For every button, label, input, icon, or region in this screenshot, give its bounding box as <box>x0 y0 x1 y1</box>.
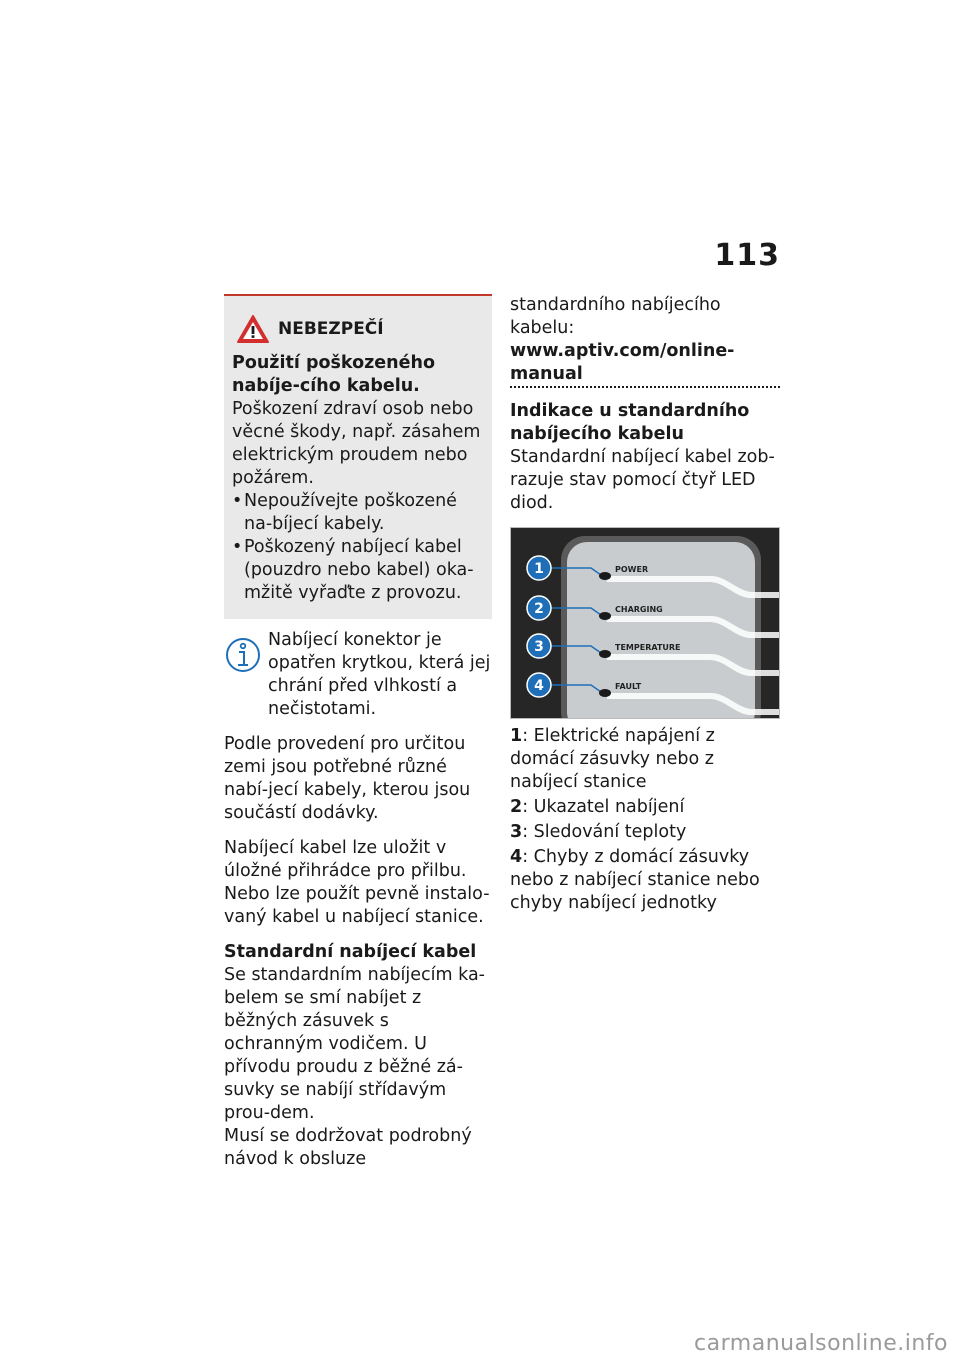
led-panel-figure <box>510 527 780 719</box>
led-panel-illustration <box>511 528 779 718</box>
legend-item <box>510 846 780 915</box>
callout-number: 1 <box>534 561 544 577</box>
led-label: POWER <box>615 565 649 574</box>
danger-box <box>224 294 492 619</box>
led-label: TEMPERATURE <box>615 643 681 652</box>
callout-number: 4 <box>534 678 544 694</box>
led-fault <box>599 689 611 697</box>
danger-bullet-text: Poškozený nabíjecí kabel (pouzdro nebo kabel) oka-mžitě vyřaďte z provozu. <box>244 537 474 603</box>
danger-header <box>236 314 484 344</box>
danger-title: NEBEZPEČÍ <box>278 318 384 339</box>
watermark: carmanualsonline.info <box>694 1331 948 1356</box>
led-label: FAULT <box>615 682 642 691</box>
right-column <box>510 294 780 915</box>
legend <box>510 725 780 915</box>
legend-item <box>510 821 780 844</box>
paragraph-cables: Podle provedení pro určitou zemi jsou potřebné různé nabí-jecí kabely, kterou jsou součástí dodávky. <box>224 734 471 823</box>
manual-link[interactable]: www.aptiv.com/online-manual <box>510 340 780 388</box>
paragraph-storage: Nabíjecí kabel lze uložit v úložné přihrádce pro přilbu. Nebo lze použít pevně instalo-vaný kabel u nabíjecí stanice. <box>224 838 490 927</box>
danger-bullet-text: Nepoužívejte poškozené na-bíjecí kabely. <box>244 491 457 534</box>
led-label: CHARGING <box>615 605 663 614</box>
legend-number: 4 <box>510 847 523 867</box>
danger-text: Poškození zdraví osob nebo věcné škody, např. zásahem elektrickým proudem nebo požárem. <box>232 399 481 488</box>
left-column <box>224 294 492 1171</box>
bullet-dot: • <box>232 537 243 557</box>
indication-heading: Indikace u standardního nabíjecího kabelu <box>510 401 750 444</box>
info-icon <box>224 633 262 675</box>
info-note-text: Nabíjecí konektor je opatřen krytkou, která jej chrání před vlhkostí a nečistotami. <box>268 630 491 719</box>
danger-heading: Použití poškozeného nabíje-cího kabelu. <box>232 353 435 396</box>
legend-text: : Sledování teploty <box>522 822 687 842</box>
warning-triangle-icon <box>236 314 270 344</box>
led-temperature <box>599 650 611 658</box>
bullet-dot: • <box>232 491 243 511</box>
legend-text: : Ukazatel nabíjení <box>522 797 685 817</box>
legend-number: 2 <box>510 797 523 817</box>
standard-cable-note: Musí se dodržovat podrobný návod k obsluze <box>224 1126 472 1169</box>
standard-cable-text: Se standardním nabíjecím ka-belem se smí nabíjet z běžných zásuvek s ochranným vodičem. U přívodu proudu z běžné zá-suvky se nabíjí střídavým prou-dem. <box>224 965 485 1123</box>
callout-number: 2 <box>534 601 544 617</box>
legend-text: : Elektrické napájení z domácí zásuvky nebo z nabíjecí stanice <box>510 726 715 792</box>
legend-item <box>510 725 780 794</box>
led-charging <box>599 612 611 620</box>
callout-number: 3 <box>534 639 544 655</box>
danger-bullet <box>232 490 484 536</box>
led-power <box>599 572 611 580</box>
legend-number: 1 <box>510 726 523 746</box>
legend-item <box>510 796 780 819</box>
legend-text: : Chyby z domácí zásuvky nebo z nabíjecí stanice nebo chyby nabíjecí jednotky <box>510 847 760 913</box>
info-note <box>224 629 492 721</box>
standard-cable-heading: Standardní nabíjecí kabel <box>224 942 477 962</box>
page-number: 113 <box>714 238 780 273</box>
legend-number: 3 <box>510 822 523 842</box>
indication-text: Standardní nabíjecí kabel zob-razuje stav pomocí čtyř LED diod. <box>510 447 775 513</box>
danger-bullet <box>232 536 484 605</box>
manual-intro: standardního nabíjecího kabelu: <box>510 295 721 338</box>
